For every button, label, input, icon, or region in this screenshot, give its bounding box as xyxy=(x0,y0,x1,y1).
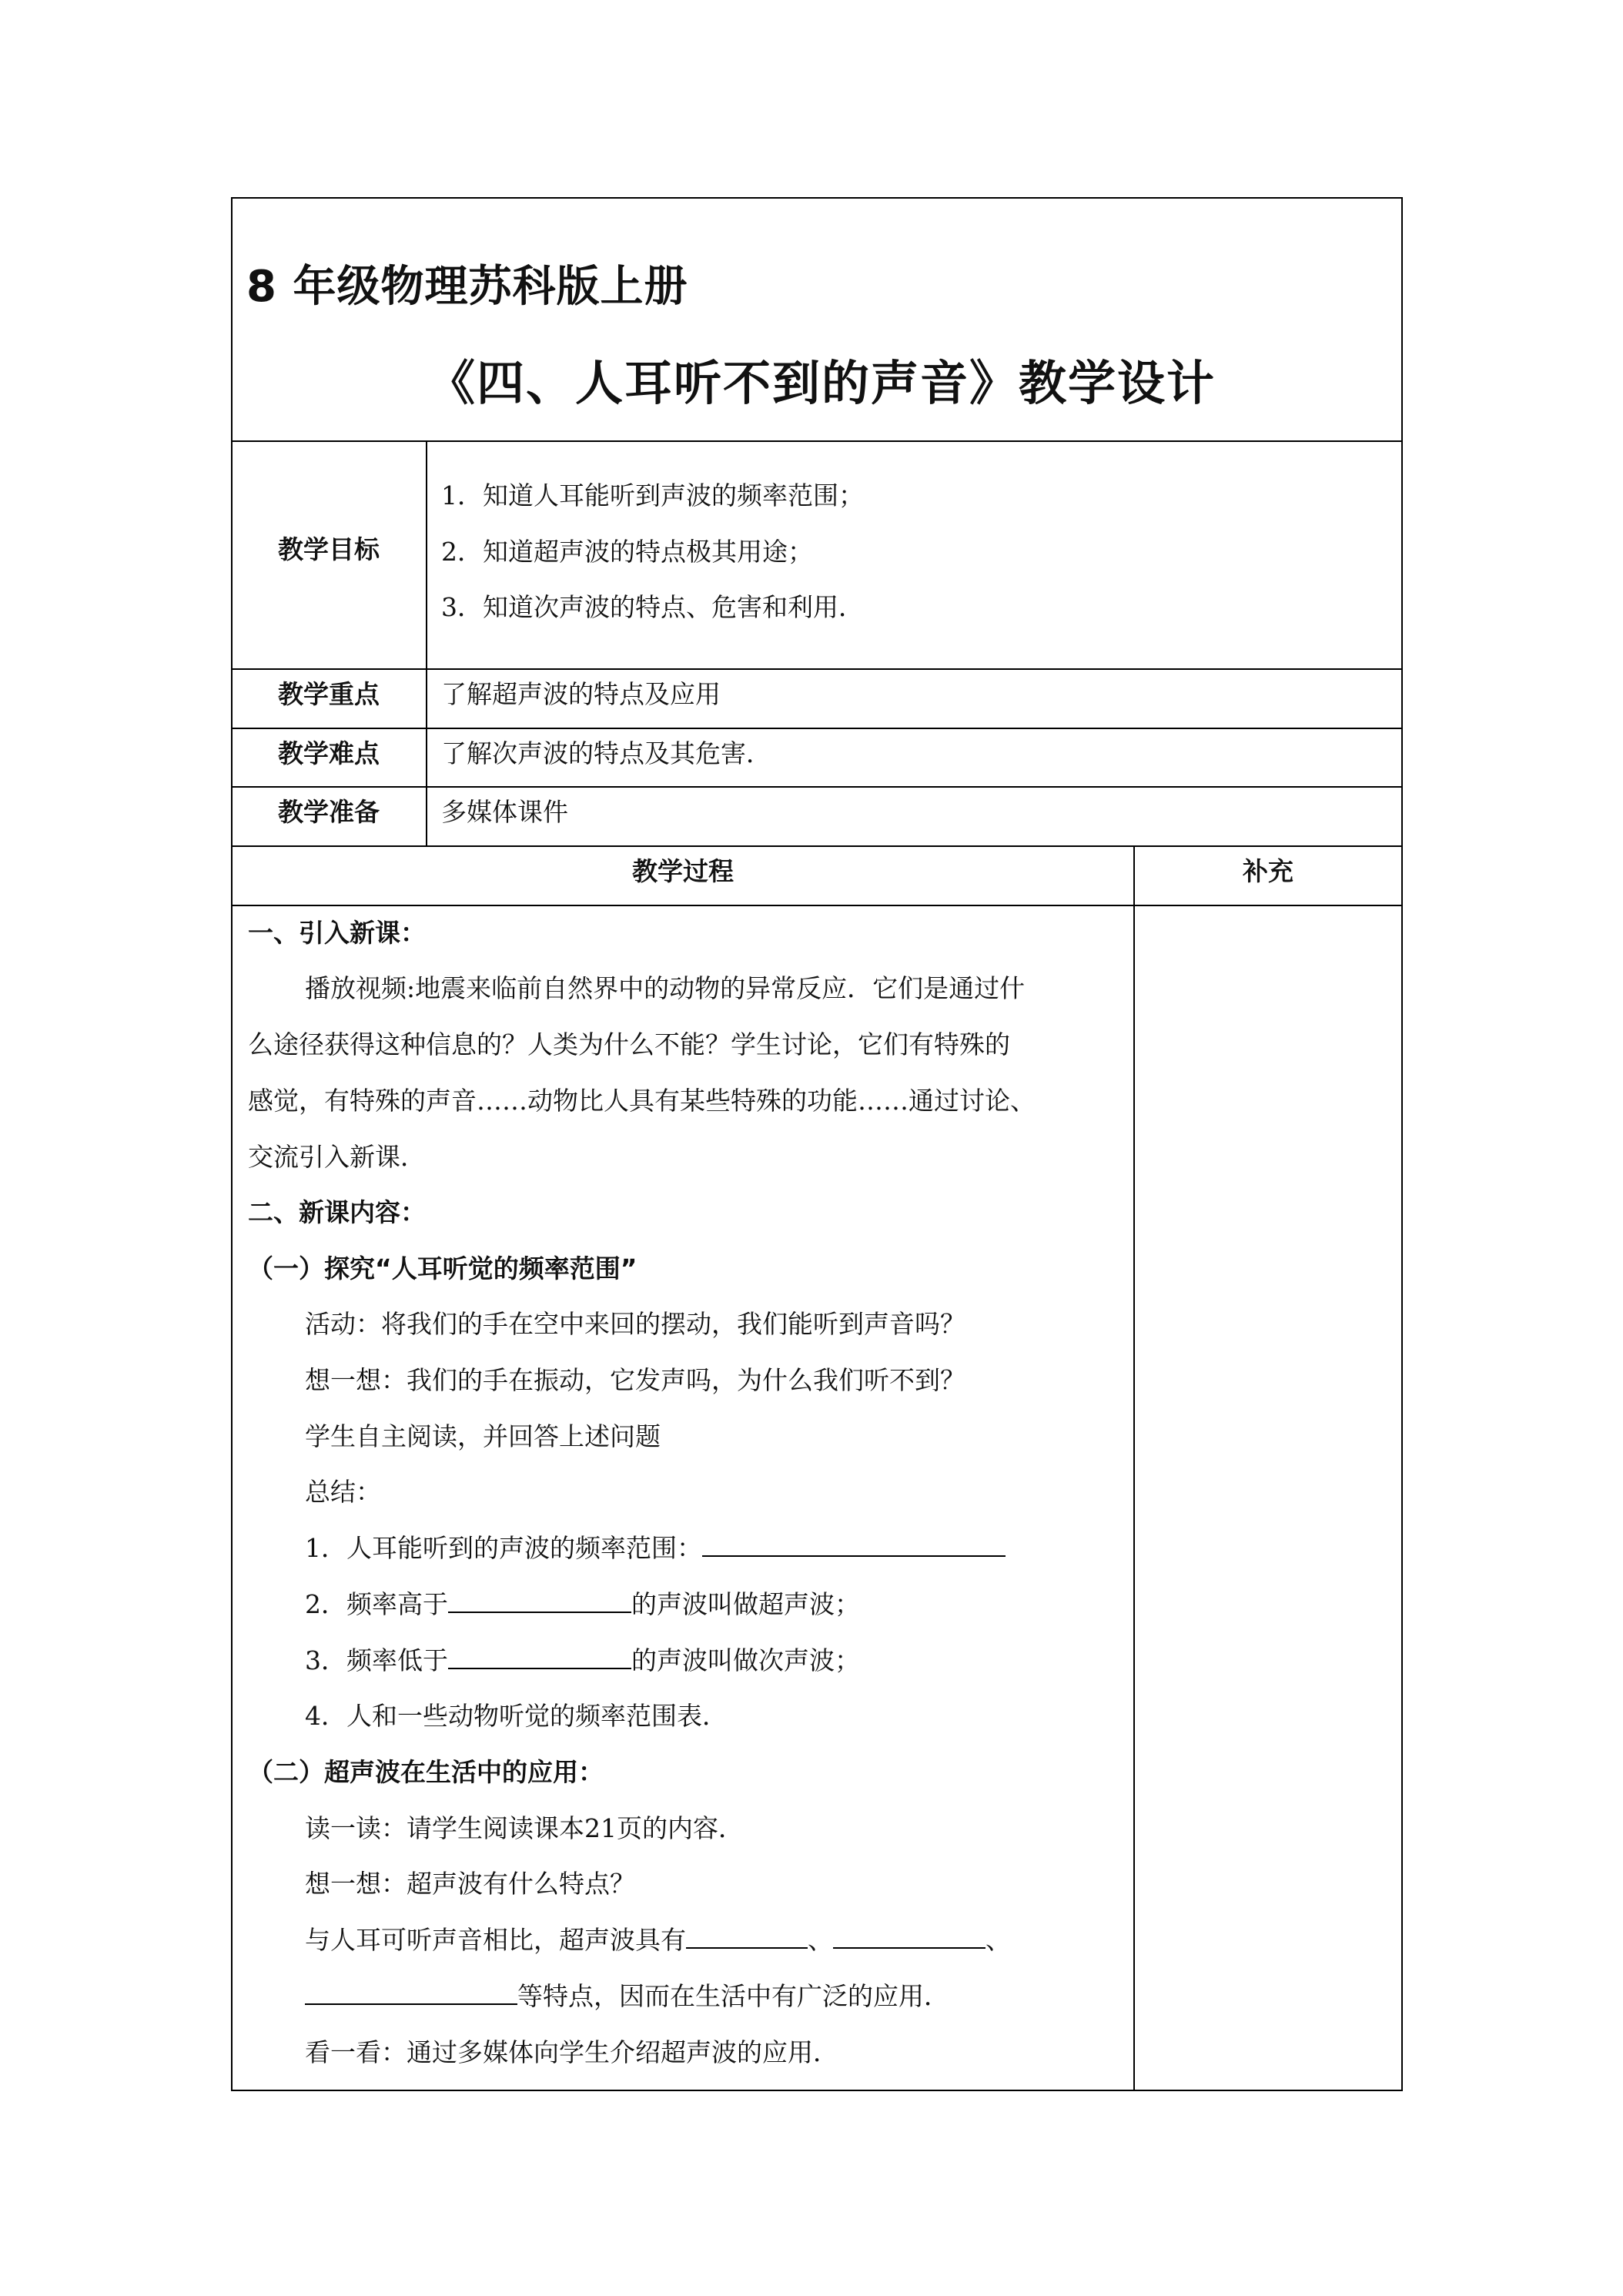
section1-title: 一、引入新课： xyxy=(248,918,426,948)
summary-item-2-tail: 的声波叫做超声波； xyxy=(631,1589,860,1619)
summary-item-4: 4．人和一些动物听觉的频率范围表． xyxy=(305,1701,728,1731)
goal-item: 3．知道次声波的特点、危害和利用． xyxy=(441,592,864,622)
subsection2-title: （二）超声波在生活中的应用： xyxy=(248,1757,604,1787)
key-divider xyxy=(231,728,1403,729)
summary-item-2 xyxy=(305,1585,860,1621)
reading-text: 学生自主阅读，并回答上述问题 xyxy=(305,1421,661,1451)
fill-blank[interactable] xyxy=(686,1924,808,1949)
process-header-divider xyxy=(231,905,1403,906)
process-header: 教学过程 xyxy=(632,856,734,886)
section2-title: 二、新课内容： xyxy=(248,1197,426,1227)
fill-blank[interactable] xyxy=(833,1924,986,1949)
fill-blank[interactable] xyxy=(448,1645,631,1669)
subsection1-title: （一）探究“人耳听觉的频率范围” xyxy=(248,1253,637,1284)
summary-item-3 xyxy=(305,1641,860,1677)
read-text: 读一读：请学生阅读课本21页的内容． xyxy=(305,1813,744,1843)
compare-line xyxy=(305,1920,1011,1956)
key-label: 教学重点 xyxy=(278,679,380,709)
summary-item-3-tail: 的声波叫做次声波； xyxy=(631,1645,860,1675)
document-title-line2: 《四、人耳听不到的声音》教学设计 xyxy=(427,355,1216,411)
goals-divider xyxy=(231,668,1403,670)
label-column-divider xyxy=(426,440,427,845)
section1-paragraph-line: 感觉，有特殊的声音……动物比人具有某些特殊的功能……通过讨论、 xyxy=(248,1086,1036,1116)
title-divider xyxy=(231,440,1403,442)
prep-label: 教学准备 xyxy=(278,797,380,827)
prep-divider xyxy=(231,845,1403,847)
fill-blank[interactable] xyxy=(448,1588,631,1613)
summary-item-1 xyxy=(305,1528,1006,1565)
supplement-header: 补充 xyxy=(1243,856,1293,886)
supplement-column-divider xyxy=(1133,845,1135,2091)
goal-item: 1．知道人耳能听到声波的频率范围； xyxy=(441,480,864,510)
summary-item-1-text: 1．人耳能听到的声波的频率范围： xyxy=(305,1533,702,1563)
summary-item-2-text: 2．频率高于 xyxy=(305,1589,448,1619)
prep-value: 多媒体课件 xyxy=(441,797,568,827)
section1-paragraph-line: 么途径获得这种信息的？人类为什么不能？学生讨论，它们有特殊的 xyxy=(248,1029,1010,1059)
compare-text: 与人耳可听声音相比，超声波具有 xyxy=(305,1925,686,1955)
fill-blank[interactable] xyxy=(305,1980,517,2005)
summary-label: 总结： xyxy=(305,1477,381,1507)
compare-line-2 xyxy=(305,1976,949,2013)
document-title-line1: 8 年级物理苏科版上册 xyxy=(246,262,688,312)
goal-item: 2．知道超声波的特点极其用途； xyxy=(441,537,813,567)
difficulty-label: 教学难点 xyxy=(278,738,380,768)
section1-paragraph-line: 播放视频:地震来临前自然界中的动物的异常反应．它们是通过什 xyxy=(305,973,1026,1003)
fill-blank[interactable] xyxy=(702,1532,1006,1557)
separator: 、 xyxy=(986,1925,1011,1955)
difficulty-value: 了解次声波的特点及其危害． xyxy=(441,738,771,768)
section1-paragraph-line: 交流引入新课． xyxy=(248,1142,426,1172)
separator: 、 xyxy=(808,1925,833,1955)
summary-item-3-text: 3．频率低于 xyxy=(305,1645,448,1675)
think2-text: 想一想：超声波有什么特点？ xyxy=(305,1869,635,1899)
compare-tail: 等特点，因而在生活中有广泛的应用． xyxy=(517,1981,949,2011)
look-text: 看一看：通过多媒体向学生介绍超声波的应用． xyxy=(305,2037,838,2067)
goals-label: 教学目标 xyxy=(278,534,380,564)
key-value: 了解超声波的特点及应用 xyxy=(441,679,721,709)
activity-text: 活动：将我们的手在空中来回的摆动，我们能听到声音吗？ xyxy=(305,1309,965,1339)
difficulty-divider xyxy=(231,786,1403,788)
think-text: 想一想：我们的手在振动，它发声吗，为什么我们听不到？ xyxy=(305,1365,965,1395)
